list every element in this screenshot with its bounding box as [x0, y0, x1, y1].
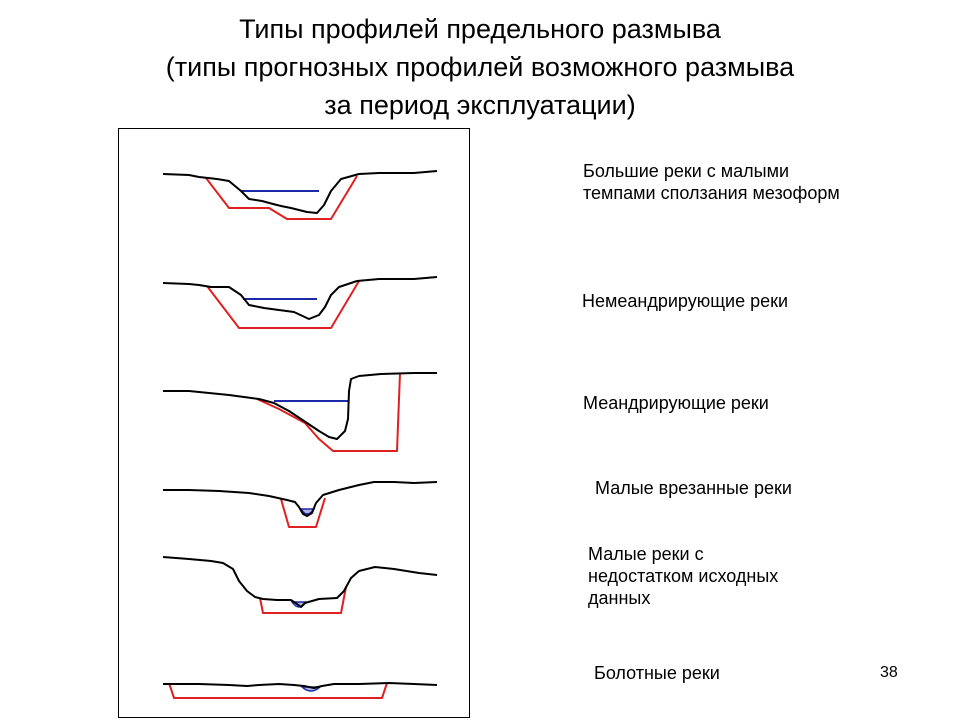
title-line-3: за период эксплуатации)	[324, 90, 636, 120]
page-number: 38	[880, 664, 898, 681]
profile-meandering	[163, 373, 437, 451]
label-small-insufficient-data-line-1: Малые реки с	[588, 544, 704, 564]
label-small-incised-line-1: Малые врезанные реки	[595, 478, 792, 498]
profile-small-insufficient-data	[163, 557, 437, 613]
label-small-insufficient-data-line-3: данных	[588, 588, 651, 608]
label-meandering-line-1: Меандрирующие реки	[583, 393, 769, 413]
label-small-incised	[595, 477, 792, 499]
slide-title	[0, 10, 960, 124]
limit-profile-1	[206, 176, 357, 219]
profiles-panel	[118, 128, 470, 718]
label-swamp	[594, 662, 720, 684]
label-small-insufficient-data-line-2: недостатком исходных	[588, 566, 779, 586]
limit-profile-6	[169, 683, 387, 698]
terrain-6	[163, 683, 437, 688]
terrain-3	[163, 373, 437, 439]
profile-large-rivers	[163, 171, 437, 219]
label-non-meandering	[582, 290, 788, 312]
label-small-insufficient-data	[588, 543, 778, 609]
terrain-4	[163, 482, 437, 516]
profiles-diagram	[119, 129, 471, 719]
title-line-1: Типы профилей предельного размыва	[239, 14, 721, 44]
label-large-rivers	[583, 160, 840, 204]
label-meandering	[583, 392, 769, 414]
label-swamp-line-1: Болотные реки	[594, 663, 720, 683]
limit-profile-3	[257, 373, 400, 451]
profile-non-meandering	[163, 277, 437, 328]
profile-small-incised	[163, 482, 437, 527]
title-line-2: (типы прогнозных профилей возможного размыва	[165, 52, 795, 82]
label-non-meandering-line-1: Немеандрирующие реки	[582, 291, 789, 311]
terrain-5	[163, 557, 437, 607]
label-large-rivers-line-2: темпами сползания мезоформ	[583, 183, 840, 203]
profile-swamp	[163, 683, 437, 698]
label-large-rivers-line-1: Большие реки с малыми	[583, 161, 790, 181]
